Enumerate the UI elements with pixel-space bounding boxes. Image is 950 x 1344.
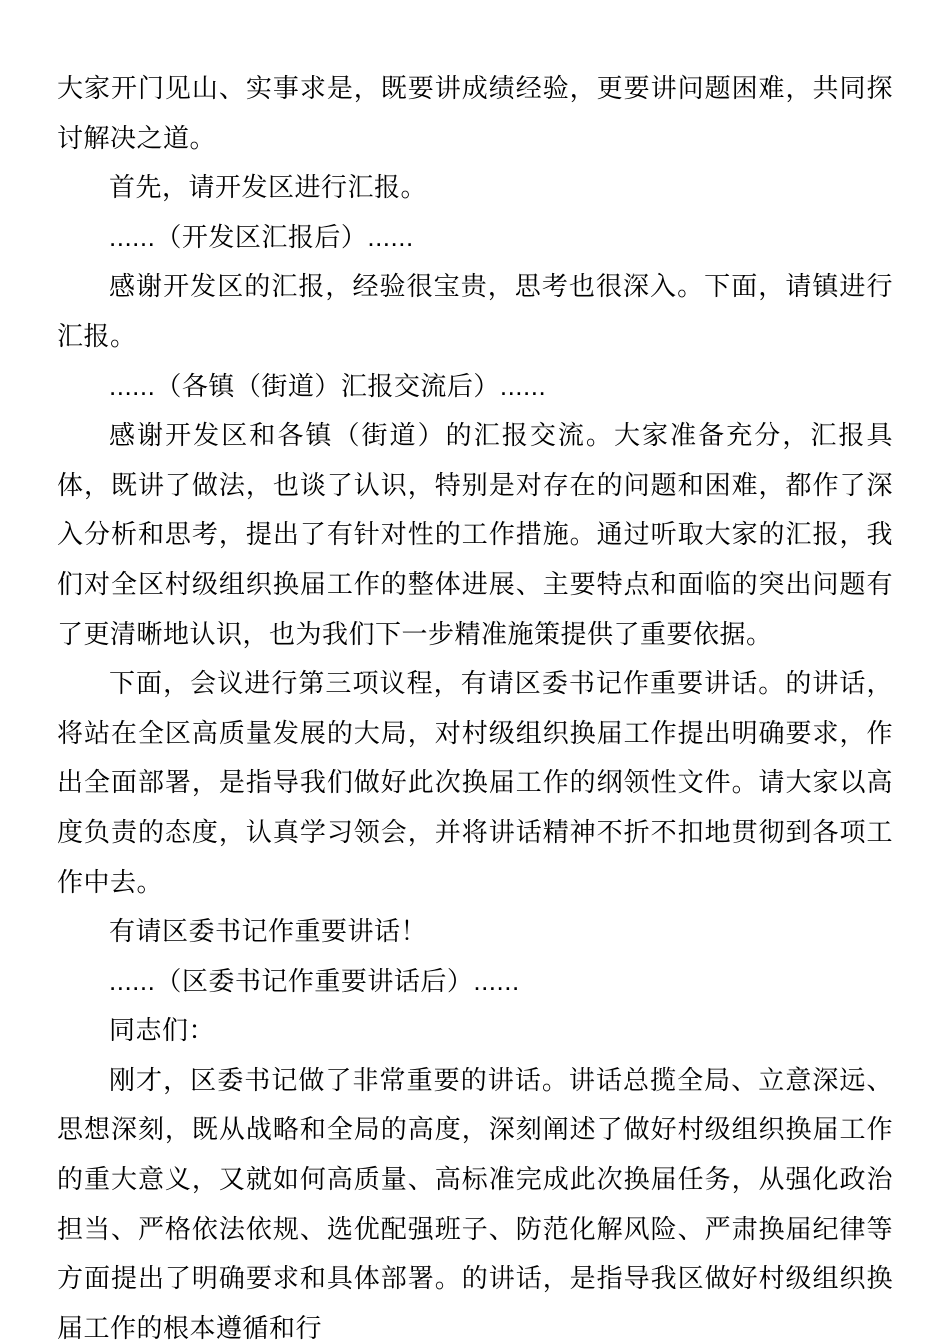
- paragraph: ......（各镇（街道）汇报交流后）......: [109, 370, 547, 401]
- paragraph: ......（区委书记作重要讲话后）......: [109, 965, 520, 996]
- paragraph: 大家开门见山、实事求是，既要讲成绩经验，更要讲问题困难，共同探讨解决之道。: [57, 73, 893, 153]
- paragraph: 感谢开发区的汇报，经验很宝贵，思考也很深入。下面，请镇进行汇报。: [57, 271, 893, 351]
- paragraph: 首先，请开发区进行汇报。: [109, 172, 428, 203]
- document-text-body: [57, 64, 893, 1344]
- paragraph: 下面，会议进行第三项议程，有请区委书记作重要讲话。的讲话，将站在全区高质量发展的大局，对村级组织换届工作提出明确要求，作出全面部署，是指导我们做好此次换届工作的纲领性文件。请大家以高度负责的态度，认真学习领会，并将讲话精神不折不扣地贯彻到各项工作中去。: [57, 668, 893, 897]
- paragraph: ......（开发区汇报后）......: [109, 221, 414, 252]
- paragraph: 刚才，区委书记做了非常重要的讲话。讲话总揽全局、立意深远、思想深刻，既从战略和全局的高度，深刻阐述了做好村级组织换届工作的重大意义，又就如何高质量、高标准完成此次换届任务，从强化政治担当、严格依法依规、选优配强班子、防范化解风险、严肃换届纪律等方面提出了明确要求和具体部署。的讲话，是指导我区做好村级组织换届工作的根本遵循和行: [57, 1064, 893, 1343]
- paragraph: 同志们：: [109, 1015, 216, 1046]
- paragraph: 感谢开发区和各镇（街道）的汇报交流。大家准备充分，汇报具体，既讲了做法，也谈了认识，特别是对存在的问题和困难，都作了深入分析和思考，提出了有针对性的工作措施。通过听取大家的汇报，我们对全区村级组织换届工作的整体进展、主要特点和面临的突出问题有了更清晰地认识，也为我们下一步精准施策提供了重要依据。: [57, 420, 893, 649]
- paragraph: 有请区委书记作重要讲话！: [109, 916, 428, 947]
